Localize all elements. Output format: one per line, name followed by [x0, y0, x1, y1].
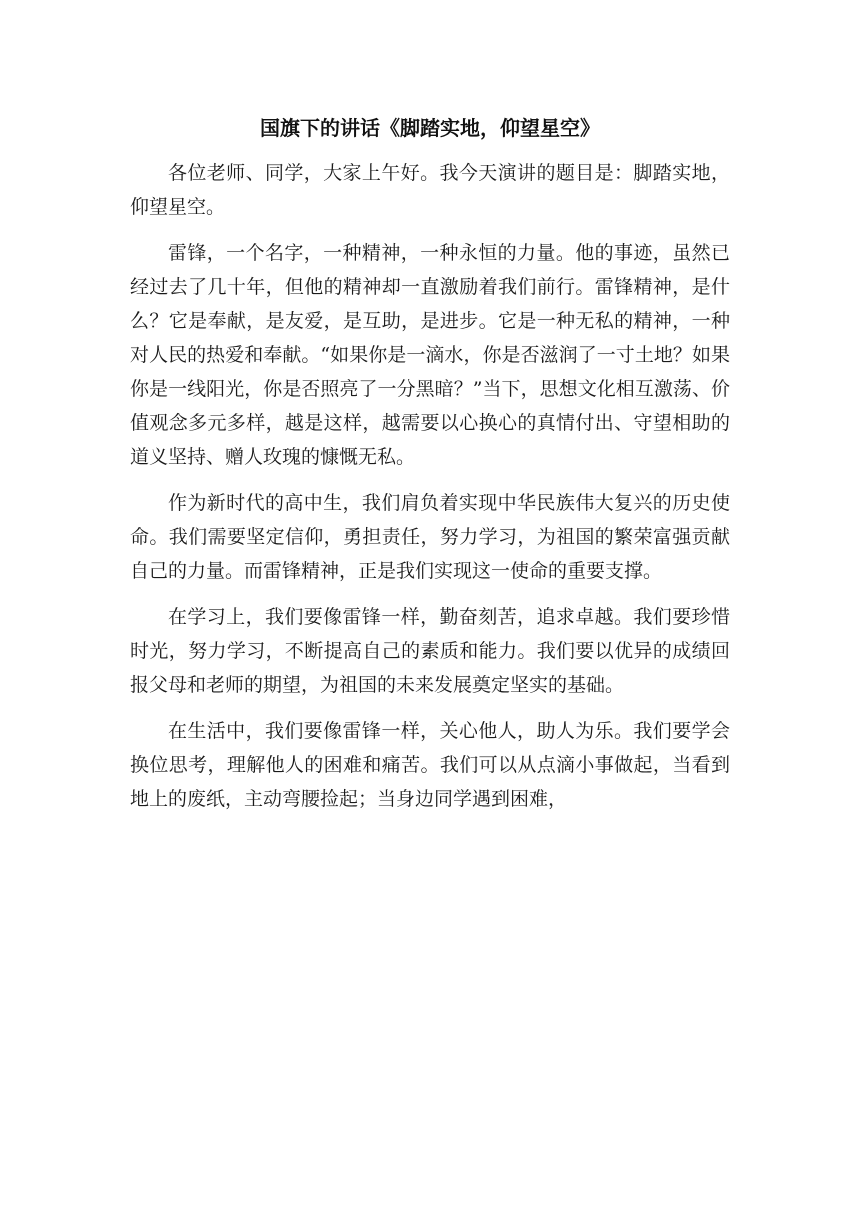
- paragraph-life: 在生活中，我们要像雷锋一样，关心他人，助人为乐。我们要学会换位思考，理解他人的困难和痛苦。我们可以从点滴小事做起，当看到地上的废纸，主动弯腰捡起；当身边同学遇到困难，: [130, 720, 730, 810]
- document-body: [130, 156, 730, 828]
- paragraph-greeting: 各位老师、同学，大家上午好。我今天演讲的题目是：脚踏实地，仰望星空。: [130, 162, 730, 218]
- paragraph-mission: 作为新时代的高中生，我们肩负着实现中华民族伟大复兴的历史使命。我们需要坚定信仰，勇担责任，努力学习，为祖国的繁荣富强贡献自己的力量。而雷锋精神，正是我们实现这一使命的重要支撑。: [130, 492, 730, 582]
- paragraph-study: 在学习上，我们要像雷锋一样，勤奋刻苦，追求卓越。我们要珍惜时光，努力学习，不断提高自己的素质和能力。我们要以优异的成绩回报父母和老师的期望，为祖国的未来发展奠定坚实的基础。: [130, 606, 730, 696]
- document-title: 国旗下的讲话《脚踏实地，仰望星空》: [260, 116, 600, 140]
- paragraph-lei-feng-spirit: 雷锋，一个名字，一种精神，一种永恒的力量。他的事迹，虽然已经过去了几十年，但他的精神却一直激励着我们前行。雷锋精神，是什么？它是奉献，是友爱，是互助，是进步。它是一种无私的精神，一种对人民的热爱和奉献。“如果你是一滴水，你是否滋润了一寸土地？如果你是一线阳光，你是否照亮了一分黑暗？”当下，思想文化相互激荡、价值观念多元多样，越是这样，越需要以心换心的真情付出、守望相助的道义坚持、赠人玫瑰的慷慨无私。: [130, 242, 730, 468]
